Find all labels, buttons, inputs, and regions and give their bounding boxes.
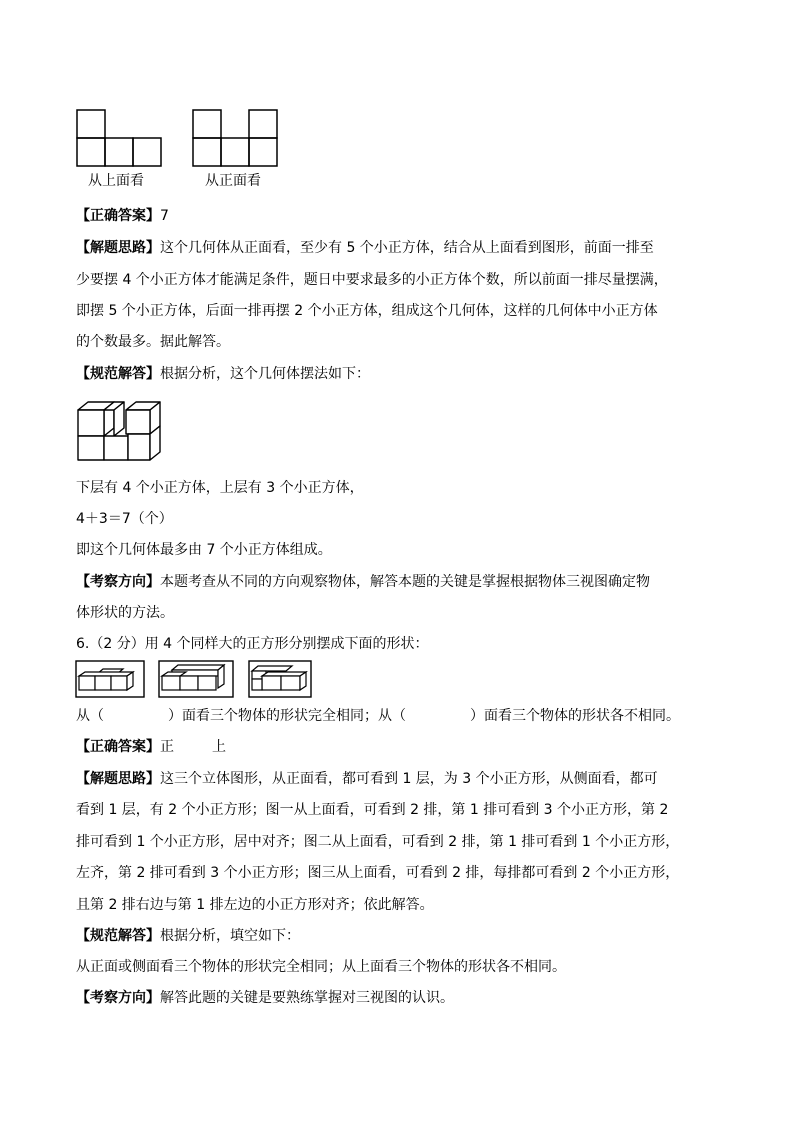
q5-focus-label: 【考察方向】 xyxy=(76,574,160,590)
q5-thinking-line-4: 的个数最多。据此解答。 xyxy=(76,334,230,350)
q6-blank-line xyxy=(76,706,680,726)
shape-figure-1 xyxy=(75,660,145,698)
q5-after-line-3: 即这个几何体最多由 7 个小正方体组成。 xyxy=(76,542,332,558)
q6-answer-label: 【正确答案】 xyxy=(76,739,160,755)
q5-thinking-text: 这个几何体从正面看，至少有 5 个小正方体，结合从上面看到图形，前面一排至 xyxy=(160,240,654,256)
front-view-figure xyxy=(192,108,280,168)
q6-thinking-line xyxy=(76,769,658,789)
q6-thinking-line-3: 排可看到 1 个小正方形，居中对齐；图二从上面看，可看到 2 排，第 1 排可看到 1 个小正方形， xyxy=(76,834,680,850)
q6-standard-text: 根据分析，填空如下： xyxy=(160,928,300,944)
q5-standard-line xyxy=(76,364,370,384)
cube-arrangement-figure xyxy=(76,396,162,462)
q6-blank-prefix: 从（ xyxy=(76,708,104,724)
q6-thinking-text: 这三个立体图形，从正面看，都可看到 1 层，为 3 个小正方形，从侧面看，都可 xyxy=(160,771,658,787)
q6-blank-mid: ）面看三个物体的形状完全相同；从（ xyxy=(168,708,406,724)
q5-answer-line xyxy=(76,206,169,226)
q5-focus-text: 本题考查从不同的方向观察物体，解答本题的关键是掌握根据物体三视图确定物 xyxy=(160,574,650,590)
shape-figure-2 xyxy=(158,660,234,698)
q6-thinking-line-5: 且第 2 排右边与第 1 排左边的小正方形对齐；依此解答。 xyxy=(76,897,434,913)
top-view-figure xyxy=(76,108,164,168)
q5-answer-value: 7 xyxy=(160,208,169,224)
q6-thinking-line-2: 看到 1 层，有 2 个小正方形；图一从上面看，可看到 2 排，第 1 排可看到 3 个小正方形，第 2 xyxy=(76,802,669,818)
q6-focus-label: 【考察方向】 xyxy=(76,990,160,1006)
q5-answer-label: 【正确答案】 xyxy=(76,208,160,224)
q6-standard-line xyxy=(76,926,300,946)
q5-thinking-label: 【解题思路】 xyxy=(76,240,160,256)
q5-thinking-line-3: 即摆 5 个小正方体，后面一排再摆 2 个小正方体，组成这个几何体，这样的几何体中小正方体 xyxy=(76,303,658,319)
q6-thinking-line-4: 左齐，第 2 排可看到 3 个小正方形；图三从上面看，可看到 2 排，每排都可看到 2 个小正方形， xyxy=(76,865,680,881)
q5-standard-text: 根据分析，这个几何体摆法如下： xyxy=(160,366,370,382)
q6-standard-line-2: 从正面或侧面看三个物体的形状完全相同；从上面看三个物体的形状各不相同。 xyxy=(76,959,566,975)
q6-standard-label: 【规范解答】 xyxy=(76,928,160,944)
q6-thinking-label: 【解题思路】 xyxy=(76,771,160,787)
top-view-caption: 从上面看 xyxy=(88,173,144,189)
q6-answer-line xyxy=(76,737,226,757)
q6-stem: 6.（2 分）用 4 个同样大的正方形分别摆成下面的形状： xyxy=(76,636,429,652)
shape-figure-3 xyxy=(248,660,312,698)
q6-answer-2: 上 xyxy=(212,739,226,755)
q6-focus-line xyxy=(76,988,454,1008)
q5-focus-line xyxy=(76,572,650,592)
q6-answer-1: 正 xyxy=(160,739,174,755)
front-view-caption: 从正面看 xyxy=(205,173,261,189)
q5-standard-label: 【规范解答】 xyxy=(76,366,160,382)
q6-focus-text: 解答此题的关键是要熟练掌握对三视图的认识。 xyxy=(160,990,454,1006)
q5-focus-line-2: 体形状的方法。 xyxy=(76,605,174,621)
q5-thinking-line-2: 少要摆 4 个小正方体才能满足条件，题日中要求最多的小正方体个数，所以前面一排尽量摆满， xyxy=(76,272,668,288)
q5-after-line-1: 下层有 4 个小正方体，上层有 3 个小正方体， xyxy=(76,480,364,496)
q5-thinking-line xyxy=(76,238,654,258)
q5-after-line-2: 4＋3＝7（个） xyxy=(76,511,173,527)
q6-blank-suffix: ）面看三个物体的形状各不相同。 xyxy=(470,708,680,724)
